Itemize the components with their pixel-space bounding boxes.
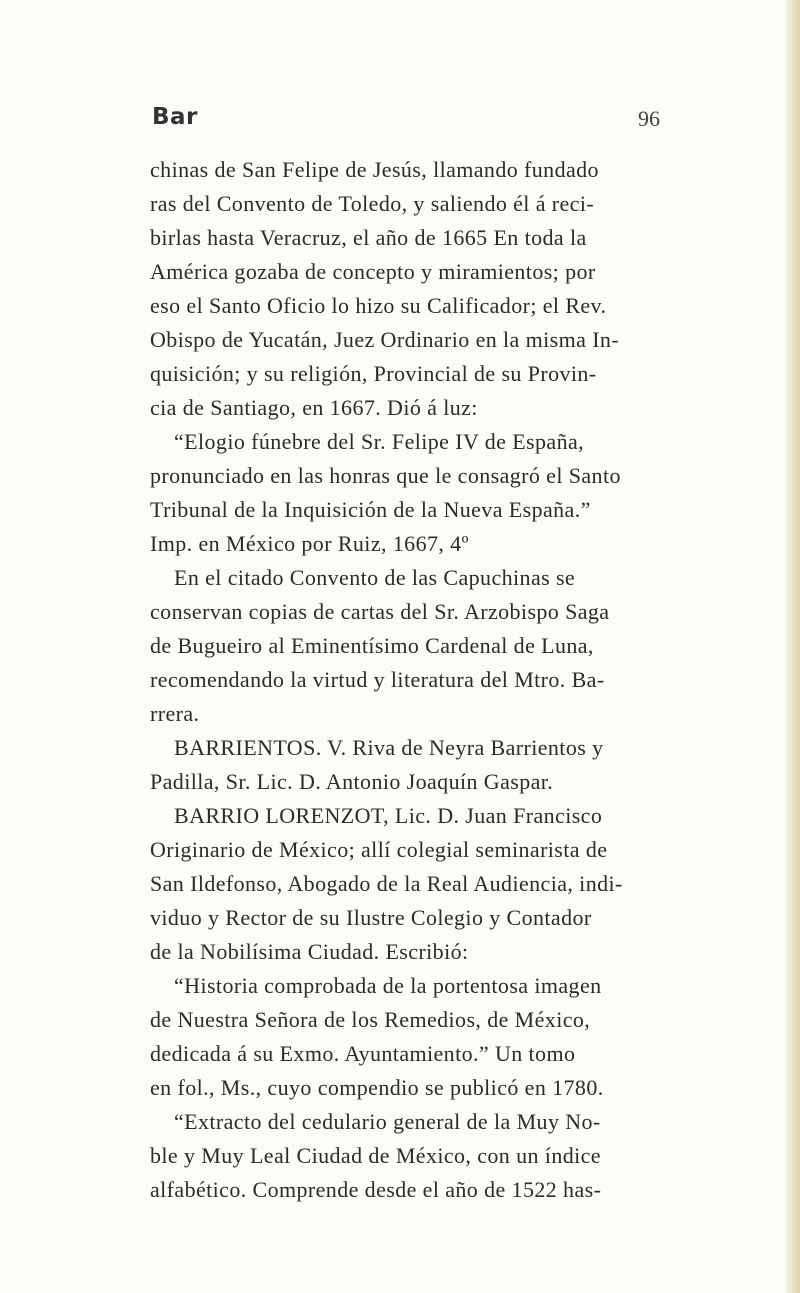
text-line: pronunciado en las honras que le consagró el Santo: [150, 463, 621, 488]
text-line: Obispo de Yucatán, Juez Ordinario en la misma In-: [150, 327, 620, 352]
running-head: Bar: [152, 104, 198, 130]
body-text: [150, 153, 660, 1207]
text-line: en fol., Ms., cuyo compendio se publicó en 1780.: [150, 1075, 604, 1100]
text-line: chinas de San Felipe de Jesús, llamando fundado: [150, 157, 599, 182]
text-line: Imp. en México por Ruiz, 1667, 4º: [150, 531, 469, 556]
text-line: ras del Convento de Toledo, y saliendo él á reci-: [150, 191, 595, 216]
text-line: BARRIENTOS. V. Riva de Neyra Barrientos y: [174, 735, 604, 760]
page-edge-discoloration: [786, 0, 800, 1293]
text-line: “Historia comprobada de la portentosa imagen: [174, 973, 602, 998]
text-line: Tribunal de la Inquisición de la Nueva España.”: [150, 497, 591, 522]
text-line: “Extracto del cedulario general de la Muy No-: [174, 1109, 601, 1134]
text-line: birlas hasta Veracruz, el año de 1665 En toda la: [150, 225, 587, 250]
text-line: “Elogio fúnebre del Sr. Felipe IV de España,: [174, 429, 585, 454]
text-line: BARRIO LORENZOT, Lic. D. Juan Francisco: [174, 803, 603, 828]
text-line: dedicada á su Exmo. Ayuntamiento.” Un tomo: [150, 1041, 576, 1066]
text-line: de Nuestra Señora de los Remedios, de México,: [150, 1007, 591, 1032]
text-line: En el citado Convento de las Capuchinas se: [174, 565, 576, 590]
text-line: Padilla, Sr. Lic. D. Antonio Joaquín Gaspar.: [150, 769, 554, 794]
text-line: recomendando la virtud y literatura del Mtro. Ba-: [150, 667, 605, 692]
page-header: [150, 104, 660, 144]
text-line: América gozaba de concepto y miramientos; por: [150, 259, 596, 284]
text-line: eso el Santo Oficio lo hizo su Calificador; el Rev.: [150, 293, 607, 318]
text-line: de Bugueiro al Eminentísimo Cardenal de Luna,: [150, 633, 594, 658]
text-line: cia de Santiago, en 1667. Dió á luz:: [150, 395, 478, 420]
text-line: Originario de México; allí colegial seminarista de: [150, 837, 608, 862]
text-line: viduo y Rector de su Ilustre Colegio y Contador: [150, 905, 592, 930]
text-line: San Ildefonso, Abogado de la Real Audiencia, indi-: [150, 871, 623, 896]
text-line: de la Nobilísima Ciudad. Escribió:: [150, 939, 469, 964]
text-line: conservan copias de cartas del Sr. Arzobispo Saga: [150, 599, 610, 624]
text-line: alfabético. Comprende desde el año de 1522 has-: [150, 1177, 602, 1202]
text-line: rrera.: [150, 701, 200, 726]
text-line: ble y Muy Leal Ciudad de México, con un índice: [150, 1143, 601, 1168]
page-number: 96: [638, 106, 660, 131]
text-line: quisición; y su religión, Provincial de su Provin-: [150, 361, 597, 386]
